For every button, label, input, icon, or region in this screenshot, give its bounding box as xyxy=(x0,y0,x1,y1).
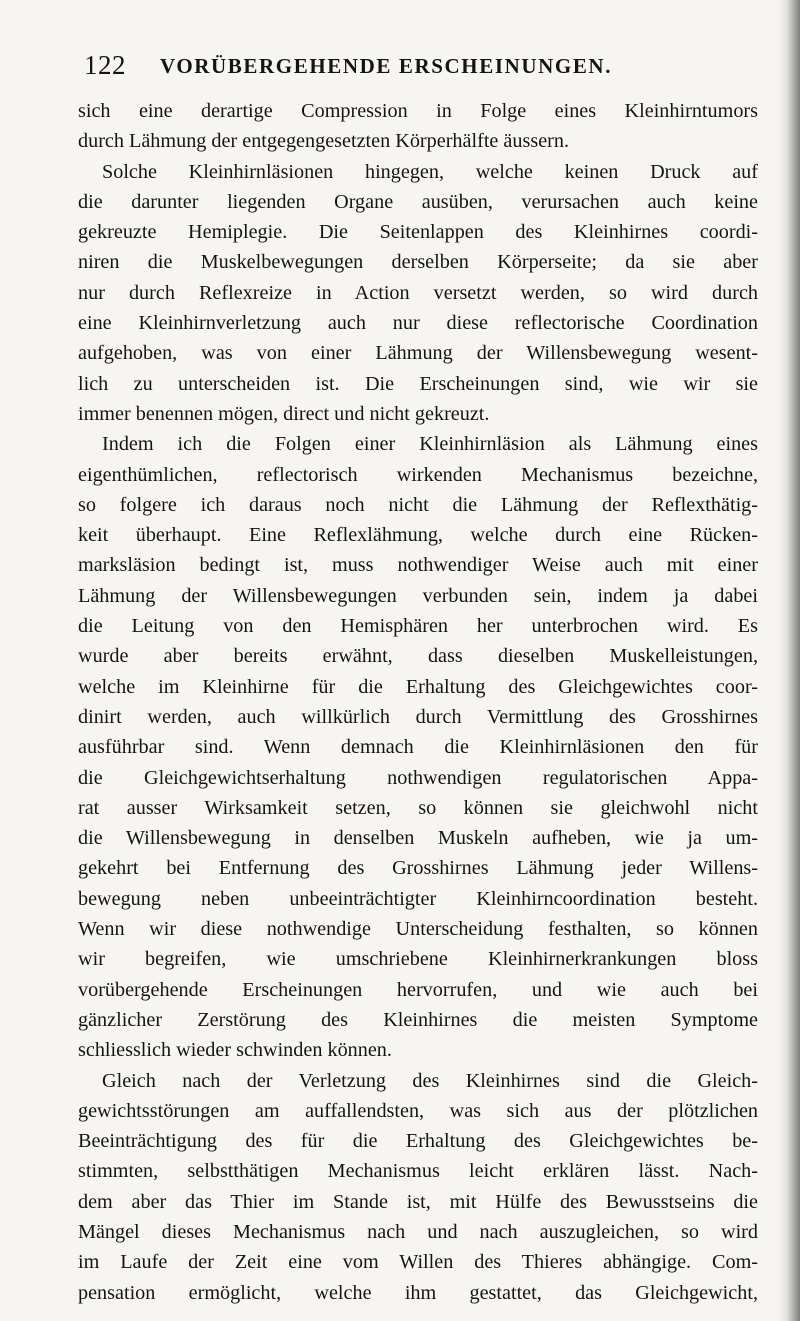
text-line: Lähmung der Willensbewegungen verbunden sein, indem ja dabei xyxy=(78,584,758,607)
text-line: die Gleichgewichtserhaltung nothwendigen regulatorischen Appa- xyxy=(78,766,758,789)
text-line: die darunter liegenden Organe ausüben, verursachen auch keine xyxy=(78,190,758,213)
text-line: immer benennen mögen, direct und nicht gekreuzt. xyxy=(78,402,490,425)
text-line: wir begreifen, wie umschriebene Kleinhirnerkrankungen bloss xyxy=(78,948,758,971)
text-line: lich zu unterscheiden ist. Die Erscheinungen sind, wie wir sie xyxy=(78,372,758,395)
text-line: Wenn wir diese nothwendige Unterscheidung festhalten, so können xyxy=(78,918,758,941)
text-line: Beeinträchtigung des für die Erhaltung des Gleichgewichtes be- xyxy=(78,1130,758,1153)
text-line: Indem ich die Folgen einer Kleinhirnläsion als Lähmung eines xyxy=(102,433,758,456)
text-line: marksläsion bedingt ist, muss nothwendiger Weise auch mit einer xyxy=(78,554,758,577)
text-line: pensation ermöglicht, welche ihm gestattet, das Gleichgewicht, xyxy=(78,1281,758,1304)
text-line: durch Lähmung der entgegengesetzten Körperhälfte äussern. xyxy=(78,130,570,153)
page-header xyxy=(84,50,744,86)
text-line: nur durch Reflexreize in Action versetzt werden, so wird durch xyxy=(78,281,758,304)
text-line: ausführbar sind. Wenn demnach die Kleinhirnläsionen den für xyxy=(78,736,758,759)
page-edge-shadow xyxy=(778,0,800,1321)
text-line: im Laufe der Zeit eine vom Willen des Thieres abhängige. Com- xyxy=(78,1251,758,1274)
text-line: schliesslich wieder schwinden können. xyxy=(78,1039,392,1062)
text-line: dinirt werden, auch willkürlich durch Vermittlung des Grosshirnes xyxy=(78,705,758,728)
text-line: wurde aber bereits erwähnt, dass dieselben Muskelleistungen, xyxy=(78,645,758,668)
text-line: aufgehoben, was von einer Lähmung der Willensbewegung wesent- xyxy=(78,342,758,365)
text-line: gänzlicher Zerstörung des Kleinhirnes die meisten Symptome xyxy=(78,1008,758,1031)
text-line: sich eine derartige Compression in Folge eines Kleinhirntumors xyxy=(78,100,758,122)
text-line: Solche Kleinhirnläsionen hingegen, welche keinen Druck auf xyxy=(102,160,758,183)
text-line: rat ausser Wirksamkeit setzen, so können sie gleichwohl nicht xyxy=(78,796,758,819)
text-line: niren die Muskelbewegungen derselben Körperseite; da sie aber xyxy=(78,251,758,274)
text-line: Gleich nach der Verletzung des Kleinhirnes sind die Gleich- xyxy=(102,1069,758,1092)
text-line: Mängel dieses Mechanismus nach und nach auszugleichen, so wird xyxy=(78,1220,758,1243)
text-line: die Willensbewegung in denselben Muskeln aufheben, wie ja um- xyxy=(78,827,758,850)
text-line: welche im Kleinhirne für die Erhaltung des Gleichgewichtes coor- xyxy=(78,675,758,698)
text-line: so folgere ich daraus noch nicht die Lähmung der Reflexthätig- xyxy=(78,493,758,516)
text-line: gekreuzte Hemiplegie. Die Seitenlappen des Kleinhirnes coordi- xyxy=(78,221,758,244)
body-text xyxy=(78,96,758,1308)
text-line: dem aber das Thier im Stande ist, mit Hülfe des Bewusstseins die xyxy=(78,1190,758,1213)
running-title: VORÜBERGEHENDE ERSCHEINUNGEN. xyxy=(160,54,613,78)
text-line: eigenthümlichen, reflectorisch wirkenden Mechanismus bezeichne, xyxy=(78,463,758,486)
text-line: gekehrt bei Entfernung des Grosshirnes Lähmung jeder Willens- xyxy=(78,857,758,880)
text-line: gewichtsstörungen am auffallendsten, was sich aus der plötzlichen xyxy=(78,1099,758,1122)
text-line: keit überhaupt. Eine Reflexlähmung, welche durch eine Rücken- xyxy=(78,524,758,547)
text-line: bewegung neben unbeeinträchtigter Kleinhirncoordination besteht. xyxy=(78,887,758,910)
text-line: die Leitung von den Hemisphären her unterbrochen wird. Es xyxy=(78,615,758,638)
text-line: vorübergehende Erscheinungen hervorrufen, und wie auch bei xyxy=(78,978,758,1001)
page-number: 122 xyxy=(84,50,126,80)
text-line: stimmten, selbstthätigen Mechanismus leicht erklären lässt. Nach- xyxy=(78,1160,758,1183)
text-line: eine Kleinhirnverletzung auch nur diese reflectorische Coordination xyxy=(78,312,758,335)
